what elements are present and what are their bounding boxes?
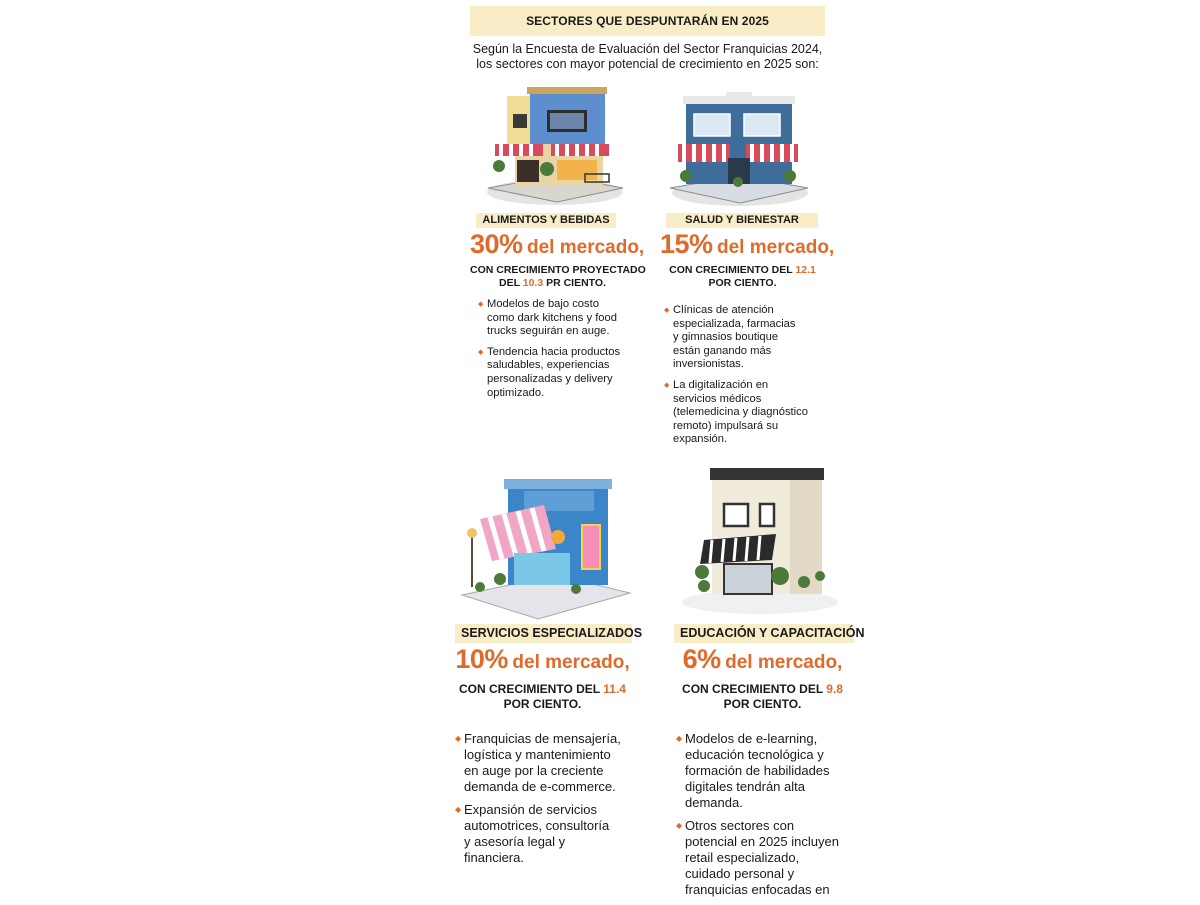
bullet-item: ◆ Otros sectores con potencial en 2025 incluyen retail especializado, cuidado personal y franquicias enfocadas en	[676, 818, 866, 898]
percent-suffix: del mercado,	[717, 237, 835, 258]
growth-line-2: POR CIENTO.	[723, 697, 802, 711]
percent-suffix: del mercado,	[527, 237, 645, 258]
sector-growth	[660, 264, 825, 290]
sector-label: SERVICIOS ESPECIALIZADOS	[455, 624, 632, 643]
percent-suffix: del mercado,	[725, 652, 843, 673]
bullet-item: ◆ Franquicias de mensajería, logística y mantenimiento en auge por la creciente demanda de e-commerce.	[455, 731, 645, 795]
percent-suffix: del mercado,	[512, 652, 630, 673]
sector-growth	[470, 264, 646, 290]
sector-label: EDUCACIÓN Y CAPACITACIÓN	[674, 624, 854, 643]
growth-value: 9.8	[826, 682, 843, 696]
percent-value: 10%	[455, 644, 508, 674]
sector-bullets	[676, 731, 866, 905]
growth-value: 10.3	[522, 277, 544, 289]
sector-growth	[450, 682, 635, 712]
school-building-icon	[680, 464, 840, 619]
percent-value: 15%	[660, 229, 713, 259]
infographic-title: SECTORES QUE DESPUNTARÁN EN 2025	[526, 14, 769, 28]
intro-text	[470, 42, 825, 72]
sector-percent	[450, 644, 635, 675]
sector-percent	[660, 229, 835, 260]
bullet-item: ◆ Clínicas de atención especializada, farmacias y gimnasios boutique están ganando más inversionistas.	[664, 304, 829, 372]
restaurant-building-icon	[485, 84, 630, 209]
growth-value: 11.4	[603, 682, 626, 696]
infographic-title-bar	[470, 6, 825, 36]
sector-bullets	[478, 298, 638, 407]
growth-value: 12.1	[795, 264, 816, 276]
bullet-item: ◆ La digitalización en servicios médicos (telemedicina y diagnóstico remoto) impulsará su expansión.	[664, 379, 829, 447]
sector-bullets	[455, 731, 645, 873]
growth-line-1: CON CRECIMIENTO DEL 11.4	[459, 682, 626, 696]
bullet-item: ◆ Expansión de servicios automotrices, consultoría y asesoría legal y financiera.	[455, 802, 645, 866]
shop-building-icon	[458, 475, 633, 625]
intro-line-2: los sectores con mayor potencial de crecimiento en 2025 son:	[476, 57, 819, 71]
growth-line-1: CON CRECIMIENTO DEL 12.1	[669, 264, 816, 276]
bullet-item: ◆ Tendencia hacia productos saludables, experiencias personalizadas y delivery optimizado.	[478, 346, 638, 400]
sector-bullets	[664, 304, 829, 454]
growth-line-2: POR CIENTO.	[503, 697, 582, 711]
percent-value: 30%	[470, 229, 523, 259]
sector-percent	[470, 229, 645, 260]
growth-line-2: DEL 10.3 PR CIENTO.	[499, 277, 606, 289]
growth-line-1: CON CRECIMIENTO DEL 9.8	[682, 682, 843, 696]
percent-value: 6%	[682, 644, 721, 674]
bullet-item: ◆ Modelos de bajo costo como dark kitchens y food trucks seguirán en auge.	[478, 298, 638, 339]
sector-percent	[670, 644, 855, 675]
sector-label: ALIMENTOS Y BEBIDAS	[476, 213, 616, 228]
sector-growth	[670, 682, 855, 712]
sector-label: SALUD Y BIENESTAR	[666, 213, 818, 228]
clinic-building-icon	[668, 90, 813, 210]
bullet-item: ◆ Modelos de e-learning, educación tecnológica y formación de habilidades digitales tendrán alta demanda.	[676, 731, 866, 811]
intro-line-1: Según la Encuesta de Evaluación del Sector Franquicias 2024,	[472, 42, 823, 56]
growth-line-2: POR CIENTO.	[708, 277, 777, 289]
growth-line-1: CON CRECIMIENTO PROYECTADO	[470, 264, 646, 276]
